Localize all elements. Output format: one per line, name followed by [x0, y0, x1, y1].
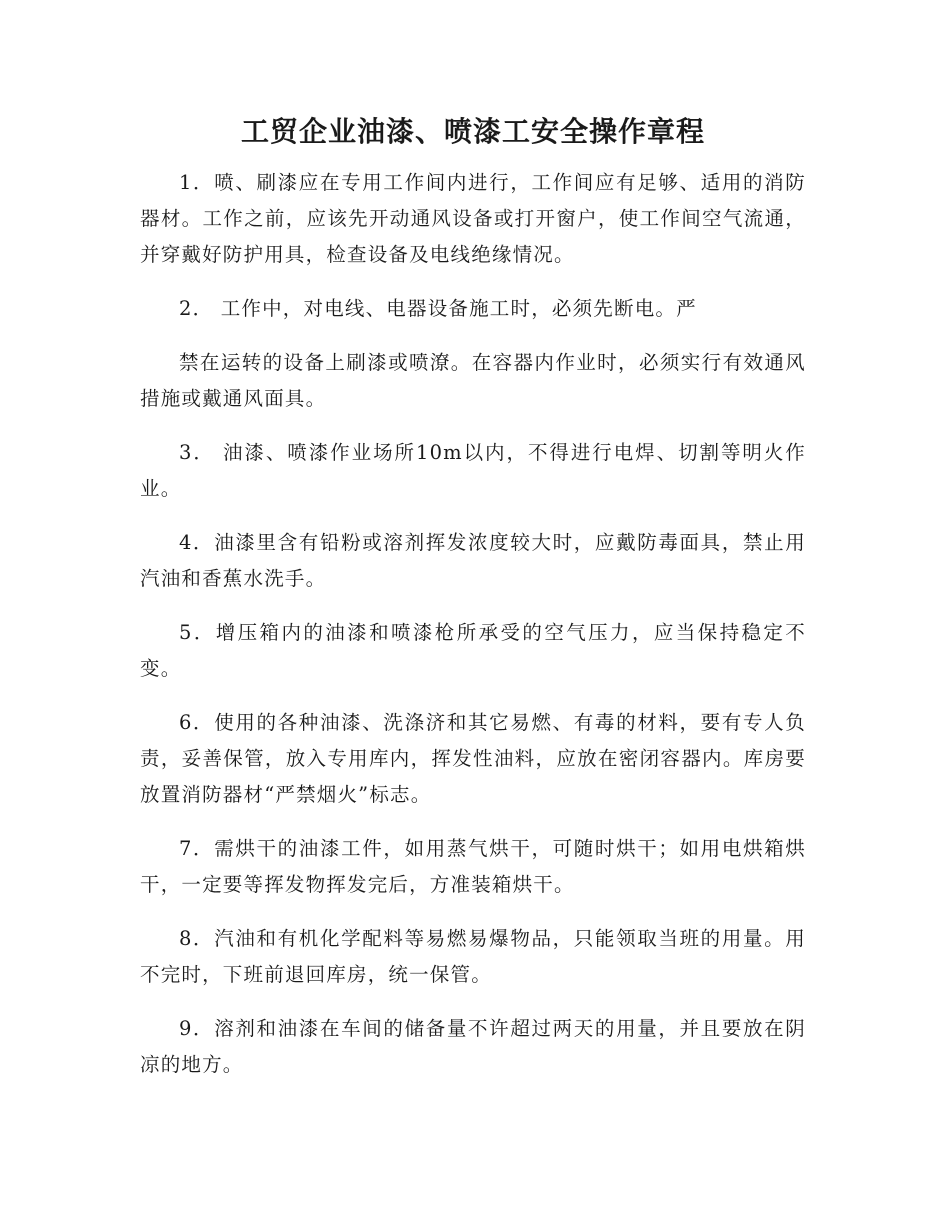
paragraph-5: 5．增压箱内的油漆和喷漆枪所承受的空气压力，应当保持稳定不变。 [140, 621, 806, 680]
paragraph-1: 1．喷、刷漆应在专用工作间内进行，工作间应有足够、适用的消防器材。工作之前，应该先开动通风设备或打开窗户，使工作间空气流通，并穿戴好防护用具，检查设备及电线绝缘情况。 [140, 171, 806, 266]
document-body [140, 165, 806, 1101]
paragraph-8: 8．汽油和有机化学配料等易燃易爆物品，只能领取当班的用量。用不完时，下班前退回库房，统一保管。 [140, 927, 806, 986]
paragraph-7: 7．需烘干的油漆工件，如用蒸气烘干，可随时烘干；如用电烘箱烘干，一定要等挥发物挥发完后，方准装箱烘干。 [140, 837, 806, 896]
paragraph-2: 2． 工作中，对电线、电器设备施工时，必须先断电。严 [179, 297, 697, 320]
paragraph-4: 4．油漆里含有铅粉或溶剂挥发浓度较大时，应戴防毒面具，禁止用汽油和香蕉水洗手。 [140, 531, 806, 590]
page-title: 工贸企业油漆、喷漆工安全操作章程 [240, 115, 705, 148]
paragraph-2-continued: 禁在运转的设备上刷漆或喷潦。在容器内作业时，必须实行有效通风措施或戴通风面具。 [140, 351, 806, 410]
paragraph-6: 6．使用的各种油漆、洗涤济和其它易燃、有毒的材料，要有专人负责，妥善保管，放入专用库内，挥发性油料，应放在密闭容器内。库房要放置消防器材“严禁烟火”标志。 [140, 711, 806, 806]
paragraph-3: 3． 油漆、喷漆作业场所10m以内，不得进行电焊、切割等明火作业。 [140, 441, 806, 500]
paragraph-9: 9．溶剂和油漆在车间的储备量不许超过两天的用量，并且要放在阴凉的地方。 [140, 1017, 806, 1076]
